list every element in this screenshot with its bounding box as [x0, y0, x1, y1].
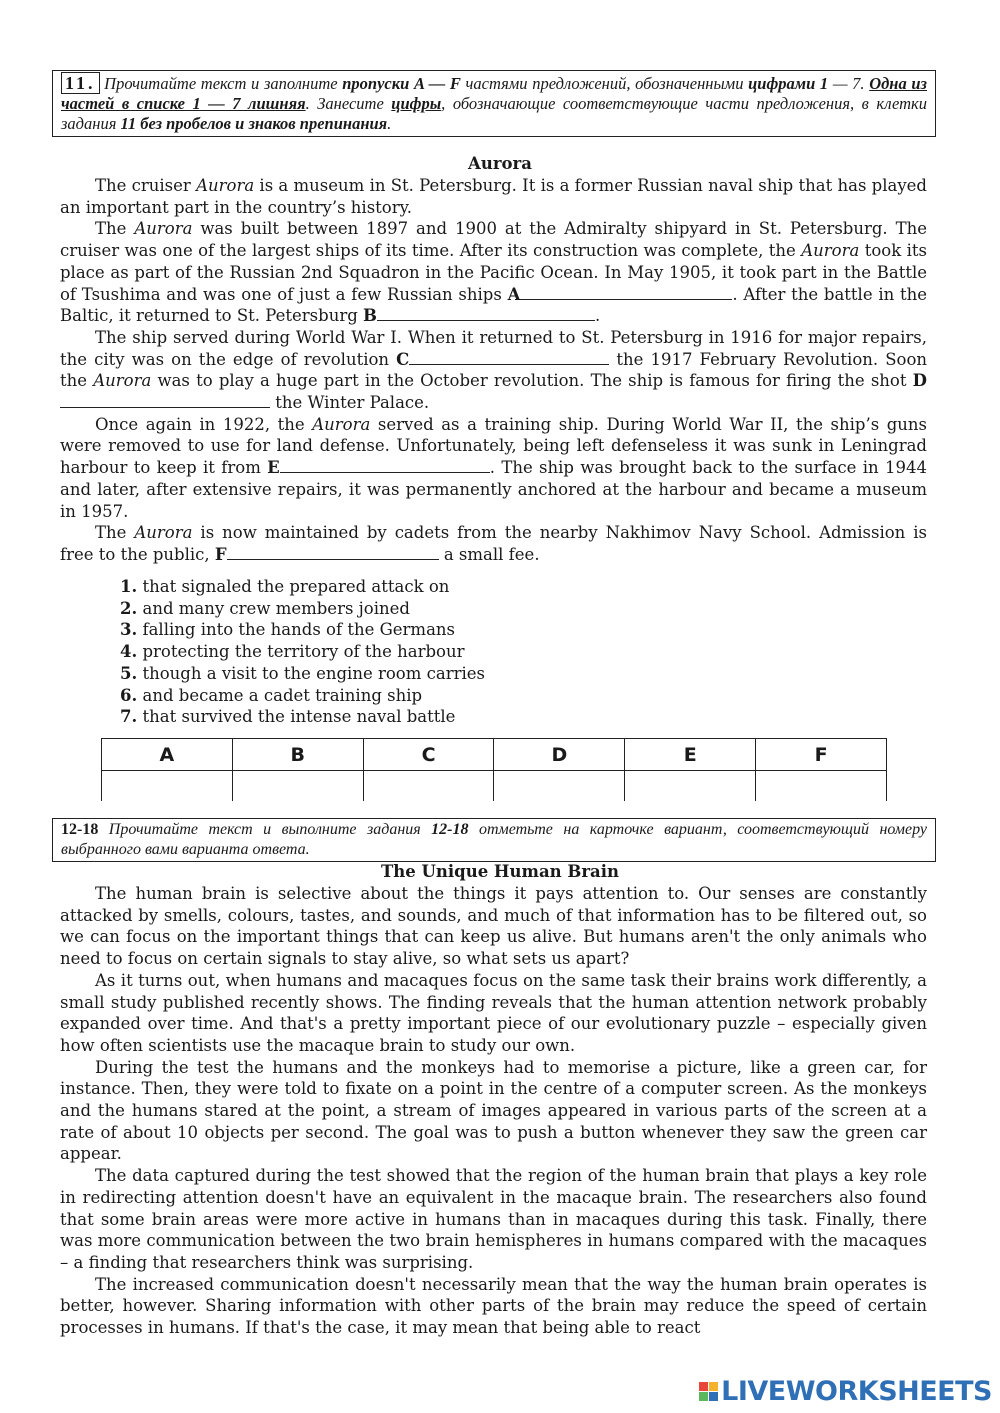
- answer-input-row: [102, 771, 887, 802]
- option-item: 7. that survived the intense naval battle: [120, 707, 456, 727]
- paragraph: Once again in 1922, the Aurora served as a training ship. During World War II, the ship’s guns were removed to use for land defense. Unfortunately, being left defenseless it was sunk in Leningrad harbour to keep it from E . The ship was brought back to the surface in 1944 and later, after extensive repairs, it was permanently anchored at the harbour and became a museum in 1957.: [60, 414, 928, 521]
- answer-cell-d[interactable]: [494, 771, 625, 802]
- answer-cell-e[interactable]: [625, 771, 756, 802]
- answer-header-c: C: [363, 739, 494, 771]
- option-item: 3. falling into the hands of the Germans: [120, 620, 455, 640]
- paragraph: The increased communication doesn't necessarily mean that the way the human brain operates is better, however. Sharing information with other parts of the brain may reduce the speed of certain processes in humans. If that's the case, it may mean that being able to react: [60, 1274, 927, 1338]
- option-item: 5. though a visit to the engine room carries: [120, 663, 485, 683]
- paragraph: The ship served during World War I. When it returned to St. Petersburg in 1916 for major repairs, the city was on the edge of revolution C the 1917 February Revolution. Soon the Aurora was to play a huge part in the October revolution. The ship is famous for firing the shot D the Winter Palace.: [60, 327, 927, 413]
- answer-cell-b[interactable]: [232, 771, 363, 802]
- option-item: 1. that signaled the prepared attack on: [120, 577, 450, 596]
- liveworksheets-logo: LIVEWORKSHEETS: [699, 1376, 992, 1407]
- task-11-instructions: 11. Прочитайте текст и заполните пропуски A — F частями предложений, обозначенными цифрами 1 — 7. Одна из частей в списке 1 — 7 лишняя. Занесите цифры, обозначающие соответствующие части предложения, в клетки задания 11 без пробелов и знаков препинания.: [52, 70, 936, 137]
- options-list: [120, 576, 485, 728]
- logo-icon: [699, 1382, 718, 1401]
- gap-b-blank[interactable]: [377, 306, 595, 321]
- paragraph: As it turns out, when humans and macaques focus on the same task their brains work differently, a small study published recently shows. The finding reveals that the human attention network probably expanded over time. And that's a pretty important piece of our evolutionary puzzle – especially given how often scientists use the macaque brain to study our own.: [60, 970, 927, 1055]
- answer-header-f: F: [756, 739, 887, 771]
- paragraph: The cruiser Aurora is a museum in St. Petersburg. It is a former Russian naval ship that has played an important part in the country’s history.: [60, 176, 927, 217]
- gap-e-blank[interactable]: [280, 458, 490, 473]
- option-item: 2. and many crew members joined: [120, 598, 410, 618]
- task-12-18-instructions: 12-18 Прочитайте текст и выполните задания 12-18 отметьте на карточке вариант, соответствующий номеру выбранного вами варианта ответа.: [52, 818, 936, 862]
- answer-header-d: D: [494, 739, 625, 771]
- answer-table: [101, 738, 887, 801]
- answer-header-row: [102, 739, 887, 771]
- gap-c-blank[interactable]: [409, 350, 609, 365]
- task-number: 11.: [61, 72, 100, 94]
- answer-header-a: A: [102, 739, 233, 771]
- paragraph: The Aurora was built between 1897 and 1900 at the Admiralty shipyard in St. Petersburg. The cruiser was one of the largest ships of its time. After its construction was complete, the Aurora took its place as part of the Russian 2nd Squadron in the Pacific Ocean. In May 1905, it took part in the Battle of Tsushima and was one of just a few Russian ships A . After the battle in the Baltic, it returned to St. Petersburg B .: [60, 219, 928, 326]
- option-item: 6. and became a cadet training ship: [120, 685, 423, 705]
- brain-title: The Unique Human Brain: [380, 862, 620, 881]
- paragraph: The human brain is selective about the things it pays attention to. Our senses are constantly attacked by smells, colours, tastes, and sounds, and much of that information has to be filtered out, so we can focus on the important things that can keep us alive. But humans aren't the only animals who need to focus on certain signals to stay alive, so what sets us apart?: [60, 884, 927, 969]
- answer-cell-c[interactable]: [363, 771, 494, 802]
- paragraph: The Aurora is now maintained by cadets from the nearby Nakhimov Navy School. Admission is free to the public, F a small fee.: [60, 523, 927, 564]
- aurora-text: [60, 175, 927, 566]
- option-item: 4. protecting the territory of the harbour: [120, 642, 465, 662]
- answer-cell-a[interactable]: [102, 771, 233, 802]
- paragraph: During the test the humans and the monkeys had to memorise a picture, like a green car, for instance. Then, they were told to fixate on a point in the centre of a computer screen. As the monkeys and the humans stared at the point, a stream of images appeared in various parts of the screen at a rate of about 10 objects per second. The goal was to push a button whenever they saw the green car appear.: [60, 1057, 927, 1164]
- answer-header-b: B: [232, 739, 363, 771]
- paragraph: The data captured during the test showed that the region of the human brain that plays a key role in redirecting attention doesn't have an equivalent in the macaque brain. The researchers also found that some brain areas were more active in humans than in macaques during this task. Finally, there was more communication between the two brain hemispheres in humans compared with the macaques – a finding that researchers think was surprising.: [60, 1166, 927, 1272]
- brain-text: [60, 883, 927, 1339]
- gap-a-blank[interactable]: [520, 285, 732, 300]
- gap-d-blank[interactable]: [60, 393, 270, 408]
- aurora-title: Aurora: [468, 154, 532, 173]
- answer-header-e: E: [625, 739, 756, 771]
- answer-cell-f[interactable]: [756, 771, 887, 802]
- gap-f-blank[interactable]: [227, 545, 439, 560]
